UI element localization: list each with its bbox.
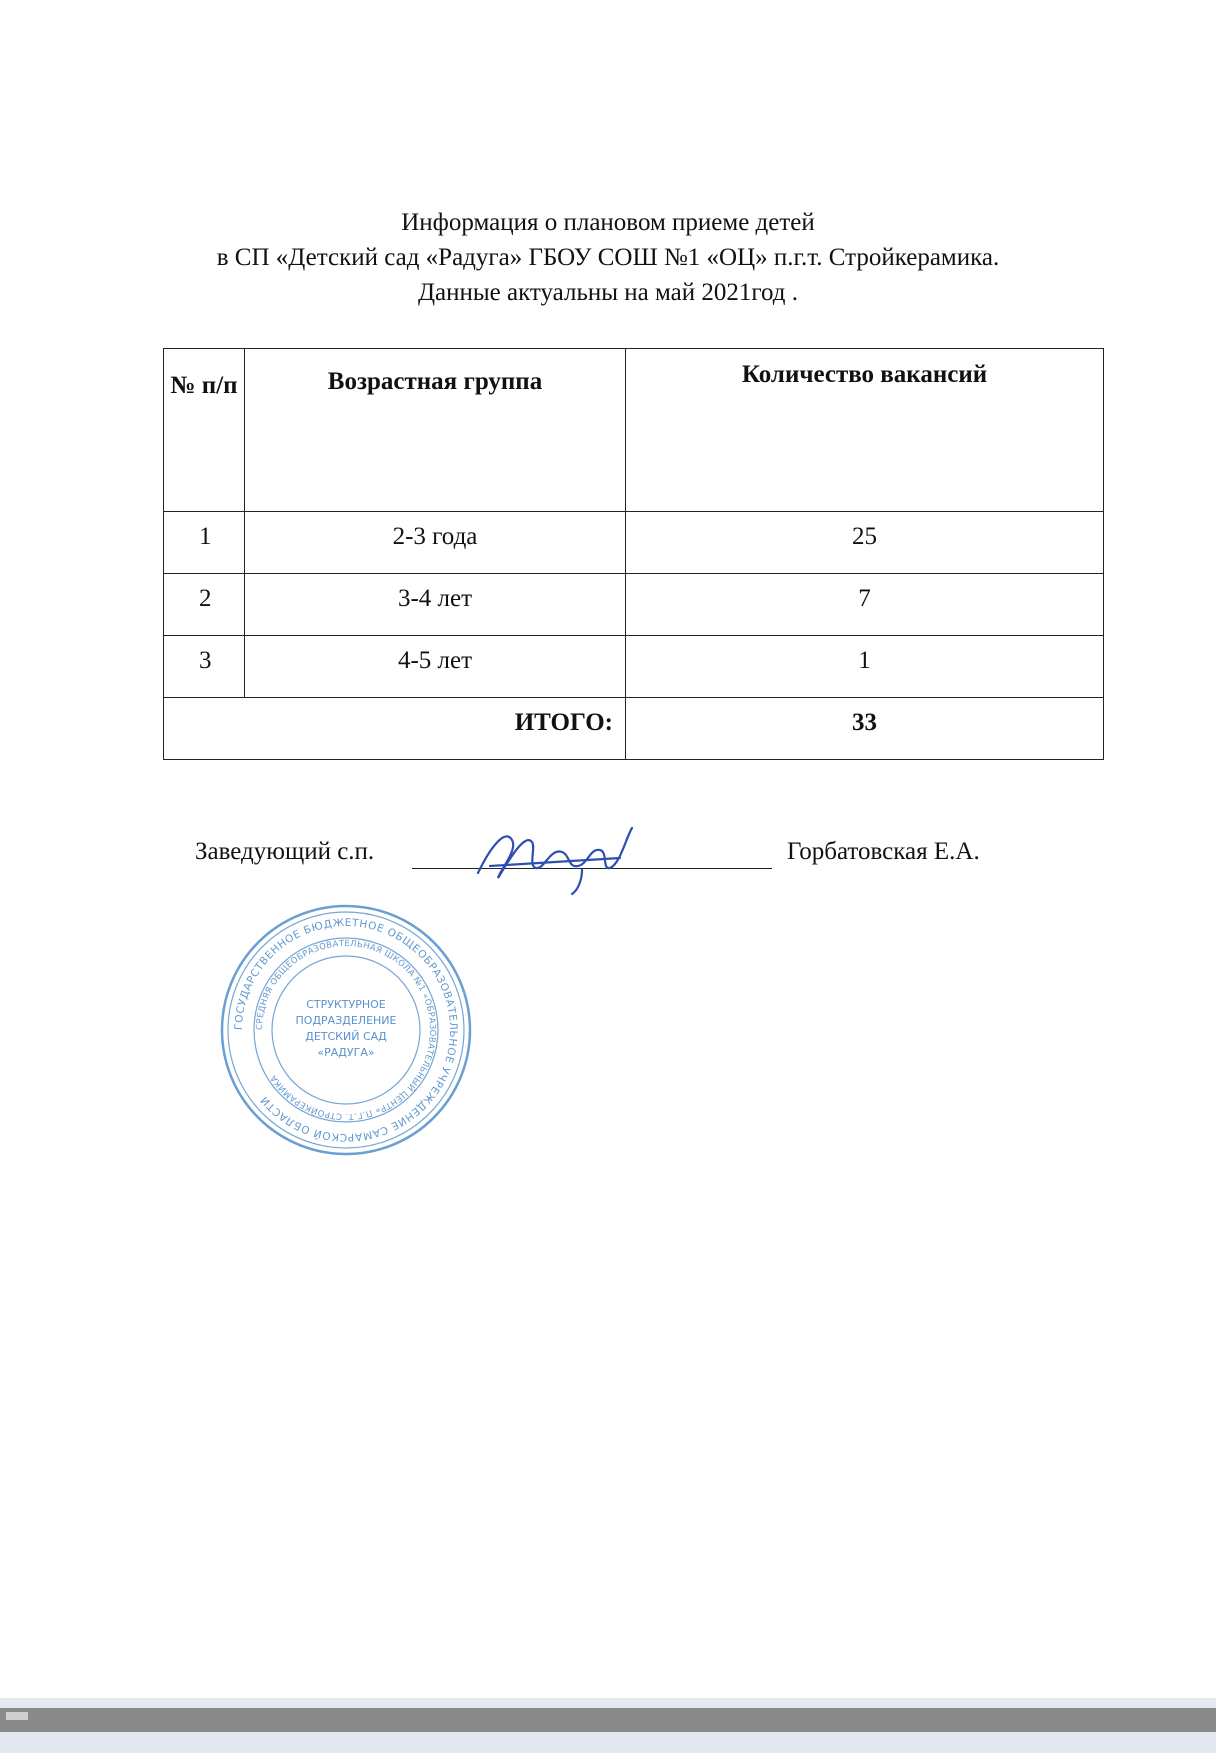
- table-header-row: [164, 349, 1104, 512]
- table-row: [164, 512, 1104, 574]
- scanner-edge-mark: [6, 1712, 28, 1720]
- header-title: Информация о плановом приеме детей: [401, 209, 815, 236]
- header-age-group: Возрастная группа: [245, 349, 626, 512]
- document-header: [0, 205, 1216, 310]
- table-total-row: [164, 698, 1104, 760]
- vacancy-table: [163, 348, 1104, 760]
- total-value: 33: [626, 698, 1104, 760]
- stamp-seal-icon: [218, 902, 474, 1158]
- signatory-name: Горбатовская Е.А.: [787, 838, 980, 865]
- table-row: [164, 574, 1104, 636]
- row-age-group: 2-3 года: [245, 512, 626, 574]
- row-num: 3: [164, 636, 245, 698]
- stamp-center-line: СТРУКТУРНОЕ: [306, 998, 386, 1011]
- row-vacancy-count: 1: [626, 636, 1104, 698]
- organization-stamp: [218, 902, 474, 1158]
- row-num: 2: [164, 574, 245, 636]
- header-date: Данные актуальны на май 2021год .: [417, 279, 799, 306]
- signatory-position: Заведующий с.п.: [195, 838, 375, 865]
- row-age-group: 3-4 лет: [245, 574, 626, 636]
- header-vacancy-count: Количество вакансий: [626, 349, 1104, 512]
- row-age-group: 4-5 лет: [245, 636, 626, 698]
- row-vacancy-count: 25: [626, 512, 1104, 574]
- stamp-inner-text: СРЕДНЯЯ ОБЩЕОБРАЗОВАТЕЛЬНАЯ ШКОЛА №1 «ОБРАЗОВАТЕЛЬНЫЙ ЦЕНТР» П.Г.Т. СТРОЙКЕРАМИКА: [254, 938, 438, 1122]
- row-num: 1: [164, 512, 245, 574]
- total-label: ИТОГО:: [164, 698, 626, 760]
- row-vacancy-count: 7: [626, 574, 1104, 636]
- handwritten-signature: [470, 818, 640, 898]
- stamp-outer-text: ГОСУДАРСТВЕННОЕ БЮДЖЕТНОЕ ОБЩЕОБРАЗОВАТЕЛЬНОЕ УЧРЕЖДЕНИЕ САМАРСКОЙ ОБЛАСТИ: [232, 916, 460, 1144]
- stamp-center-line: ДЕТСКИЙ САД: [305, 1030, 387, 1043]
- scanner-bottom-bar: [0, 1698, 1216, 1753]
- table-row: [164, 636, 1104, 698]
- header-organization: в СП «Детский сад «Радуга» ГБОУ СОШ №1 «ОЦ» п.г.т. Стройкерамика.: [216, 244, 1000, 271]
- stamp-center-line: ПОДРАЗДЕЛЕНИЕ: [295, 1014, 397, 1027]
- scanner-edge-strip: [0, 1708, 1216, 1732]
- stamp-center-line: «РАДУГА»: [317, 1046, 375, 1059]
- header-num: № п/п: [164, 349, 245, 512]
